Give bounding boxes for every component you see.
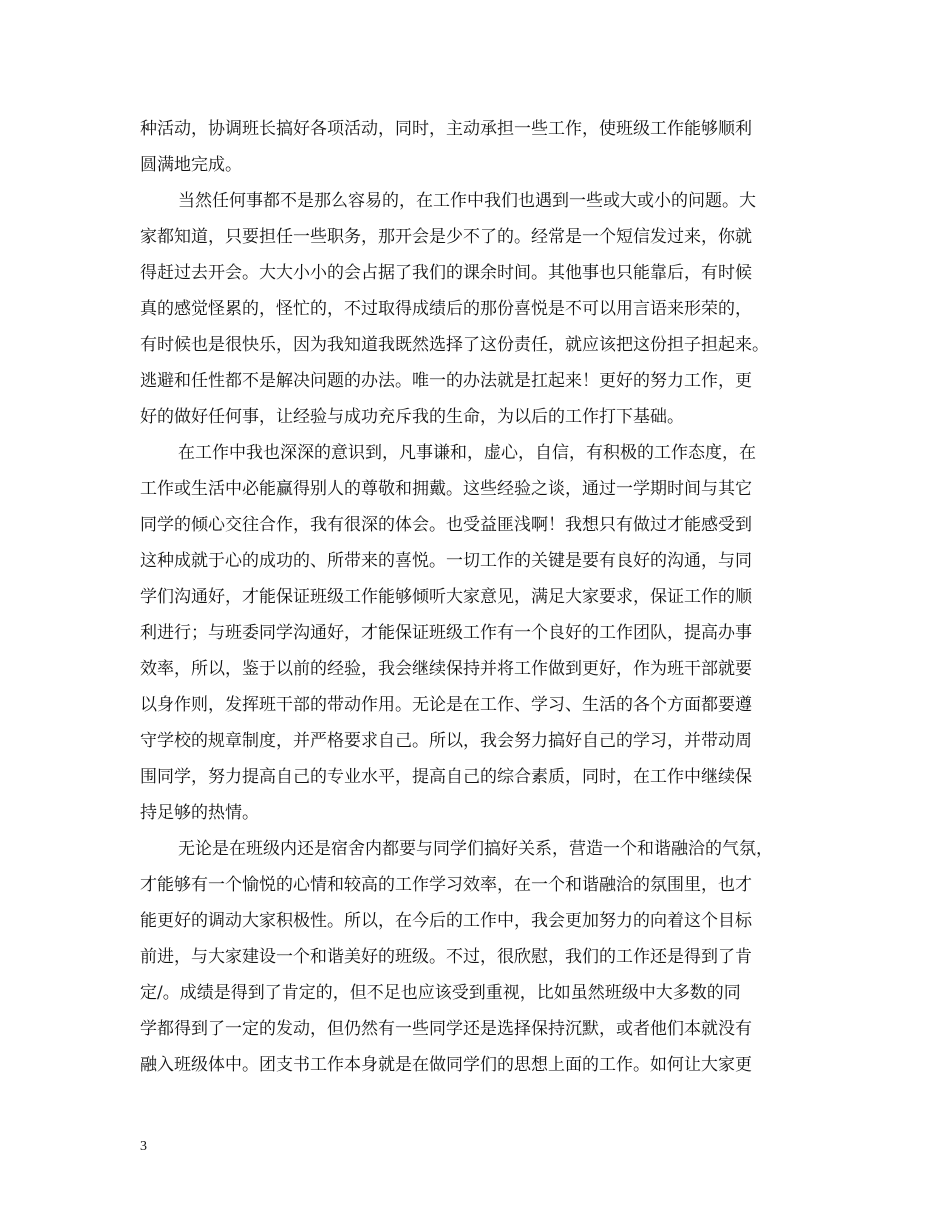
- text-line: 才能够有一个愉悦的心情和较高的工作学习效率，在一个和谐融洽的氛围里，也才: [140, 875, 752, 895]
- text-line: 围同学，努力提高自己的专业水平，提高自己的综合素质，同时，在工作中继续保: [140, 767, 752, 787]
- text-line: 融入班级体中。团支书工作本身就是在做同学们的思想上面的工作。如何让大家更: [140, 1055, 752, 1075]
- text-line: 以身作则，发挥班干部的带动作用。无论是在工作、学习、生活的各个方面都要遵: [140, 695, 752, 715]
- text-line: 有时候也是很快乐，因为我知道我既然选择了这份责任，就应该把这份担子担起来。: [140, 335, 769, 355]
- text-line: 家都知道，只要担任一些职务，那开会是少不了的。经常是一个短信发过来，你就: [140, 227, 752, 247]
- text-line: 守学校的规章制度，并严格要求自己。所以，我会努力搞好自己的学习，并带动周: [140, 731, 752, 751]
- text-line: 圆满地完成。: [140, 155, 242, 175]
- text-line: 持足够的热情。: [140, 803, 259, 823]
- text-line: 这种成就于心的成功的、所带来的喜悦。一切工作的关键是要有良好的沟通，与同: [140, 551, 752, 571]
- text-line: 学都得到了一定的发动，但仍然有一些同学还是选择保持沉默，或者他们本就没有: [140, 1019, 752, 1039]
- paragraph-start-line: 在工作中我也深深的意识到，凡事谦和，虚心，自信，有积极的工作态度，在: [178, 443, 756, 463]
- text-line: 逃避和任性都不是解决问题的办法。唯一的办法就是扛起来！更好的努力工作，更: [140, 371, 752, 391]
- text-line: 同学的倾心交往合作，我有很深的体会。也受益匪浅啊！我想只有做过才能感受到: [140, 515, 752, 535]
- text-line: 能更好的调动大家积极性。所以，在今后的工作中，我会更加努力的向着这个目标: [140, 911, 752, 931]
- text-line: 得赶过去开会。大大小小的会占据了我们的课余时间。其他事也只能靠后，有时候: [140, 263, 752, 283]
- paragraph-start-line: 无论是在班级内还是宿舍内都要与同学们搞好关系，营造一个和谐融洽的气氛，: [178, 839, 773, 859]
- text-line: 利进行；与班委同学沟通好，才能保证班级工作有一个良好的工作团队，提高办事: [140, 623, 752, 643]
- text-line: 学们沟通好，才能保证班级工作能够倾听大家意见，满足大家要求，保证工作的顺: [140, 587, 752, 607]
- text-line: 前进，与大家建设一个和谐美好的班级。不过，很欣慰，我们的工作还是得到了肯: [140, 947, 752, 967]
- text-line: 好的做好任何事，让经验与成功充斥我的生命，为以后的工作打下基础。: [140, 407, 684, 427]
- text-line: 效率，所以，鉴于以前的经验，我会继续保持并将工作做到更好，作为班干部就要: [140, 659, 752, 679]
- text-line: 种活动，协调班长搞好各项活动，同时，主动承担一些工作，使班级工作能够顺利: [140, 119, 752, 139]
- text-line: 定/。成绩是得到了肯定的，但不足也应该受到重视，比如虽然班级中大多数的同: [140, 983, 741, 1003]
- text-line: 真的感觉怪累的，怪忙的，不过取得成绩后的那份喜悦是不可以用言语来形荣的，: [140, 299, 752, 319]
- paragraph-start-line: 当然任何事都不是那么容易的，在工作中我们也遇到一些或大或小的问题。大: [178, 191, 756, 211]
- text-line: 工作或生活中必能赢得别人的尊敬和拥戴。这些经验之谈，通过一学期时间与其它: [140, 479, 752, 499]
- page-number: 3: [140, 1139, 147, 1154]
